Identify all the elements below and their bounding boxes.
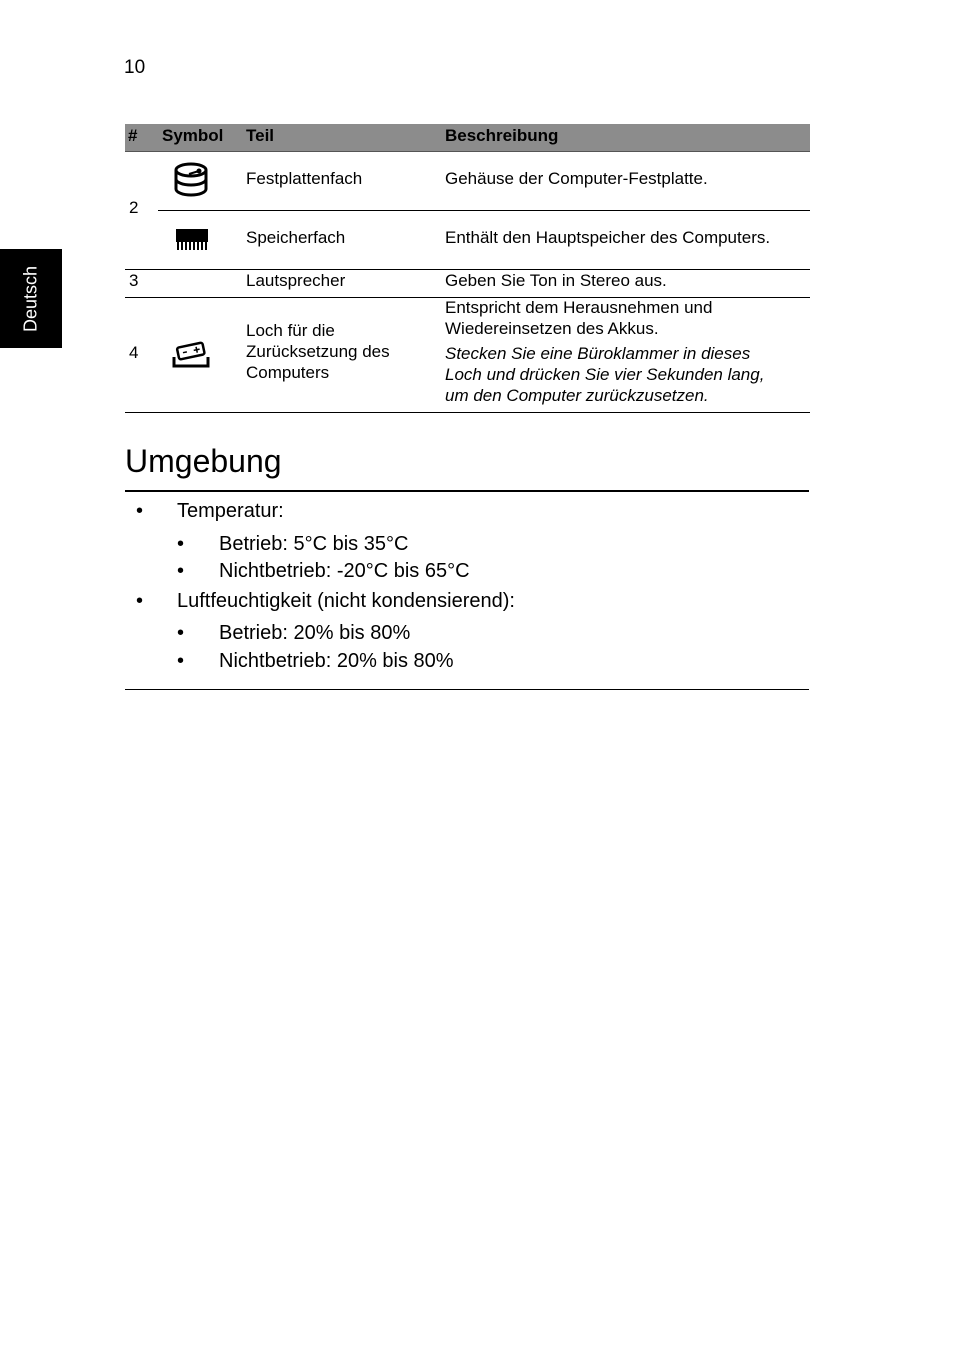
sub-item-operating-temp: Betrieb: 5°C bis 35°C — [219, 533, 409, 555]
desc-reset-hole — [445, 297, 764, 406]
list-item-temperature: Temperatur: — [177, 500, 284, 522]
bullet: • — [136, 590, 144, 612]
part-reset-line: Computers — [246, 363, 330, 382]
row-divider — [158, 210, 810, 211]
bullet: • — [136, 500, 144, 522]
table-header — [125, 124, 810, 152]
part-festplattenfach: Festplattenfach — [246, 169, 363, 188]
section-title: Umgebung — [125, 443, 282, 479]
sub-item-operating-humidity: Betrieb: 20% bis 80% — [219, 622, 411, 644]
bullet: • — [177, 650, 185, 672]
page-number: 10 — [124, 57, 146, 78]
desc-lautsprecher: Geben Sie Ton in Stereo aus. — [445, 271, 667, 290]
bullet: • — [177, 560, 185, 582]
section-bottom-rule — [125, 689, 809, 690]
hard-drive-icon — [173, 161, 209, 199]
list-item-humidity: Luftfeuchtigkeit (nicht kondensierend): — [177, 590, 515, 612]
language-side-tab-label: Deutsch — [20, 265, 41, 332]
section-title-rule — [125, 490, 809, 492]
language-side-tab — [0, 249, 62, 348]
part-reset-line: Zurücksetzung des — [246, 342, 390, 361]
bullet: • — [177, 533, 185, 555]
desc-speicherfach: Enthält den Hauptspeicher des Computers. — [445, 228, 771, 247]
header-description: Beschreibung — [445, 126, 559, 145]
desc-reset-line: Entspricht dem Herausnehmen und — [445, 298, 713, 317]
part-reset-line: Loch für die — [246, 321, 335, 340]
memory-module-icon — [175, 228, 209, 252]
desc-festplattenfach: Gehäuse der Computer-Festplatte. — [445, 169, 708, 188]
header-num: # — [128, 126, 138, 145]
part-reset-hole — [246, 320, 390, 383]
battery-reset-icon — [171, 340, 211, 370]
row-number-4: 4 — [129, 343, 139, 362]
part-speicherfach: Speicherfach — [246, 228, 346, 247]
table-bottom-border — [125, 412, 810, 413]
header-symbol: Symbol — [162, 126, 224, 145]
desc-reset-line: Wiedereinsetzen des Akkus. — [445, 319, 659, 338]
note-reset-line: um den Computer zurückzusetzen. — [445, 386, 709, 405]
sub-item-non-operating-humidity: Nichtbetrieb: 20% bis 80% — [219, 650, 454, 672]
row-number-3: 3 — [129, 271, 139, 290]
note-reset-line: Loch und drücken Sie vier Sekunden lang, — [445, 365, 765, 384]
header-part: Teil — [246, 126, 275, 145]
part-lautsprecher: Lautsprecher — [246, 271, 346, 290]
note-reset-line: Stecken Sie eine Büroklammer in dieses — [445, 344, 751, 363]
bullet: • — [177, 622, 185, 644]
sub-item-non-operating-temp: Nichtbetrieb: -20°C bis 65°C — [219, 560, 470, 582]
row-number-2: 2 — [129, 198, 139, 217]
